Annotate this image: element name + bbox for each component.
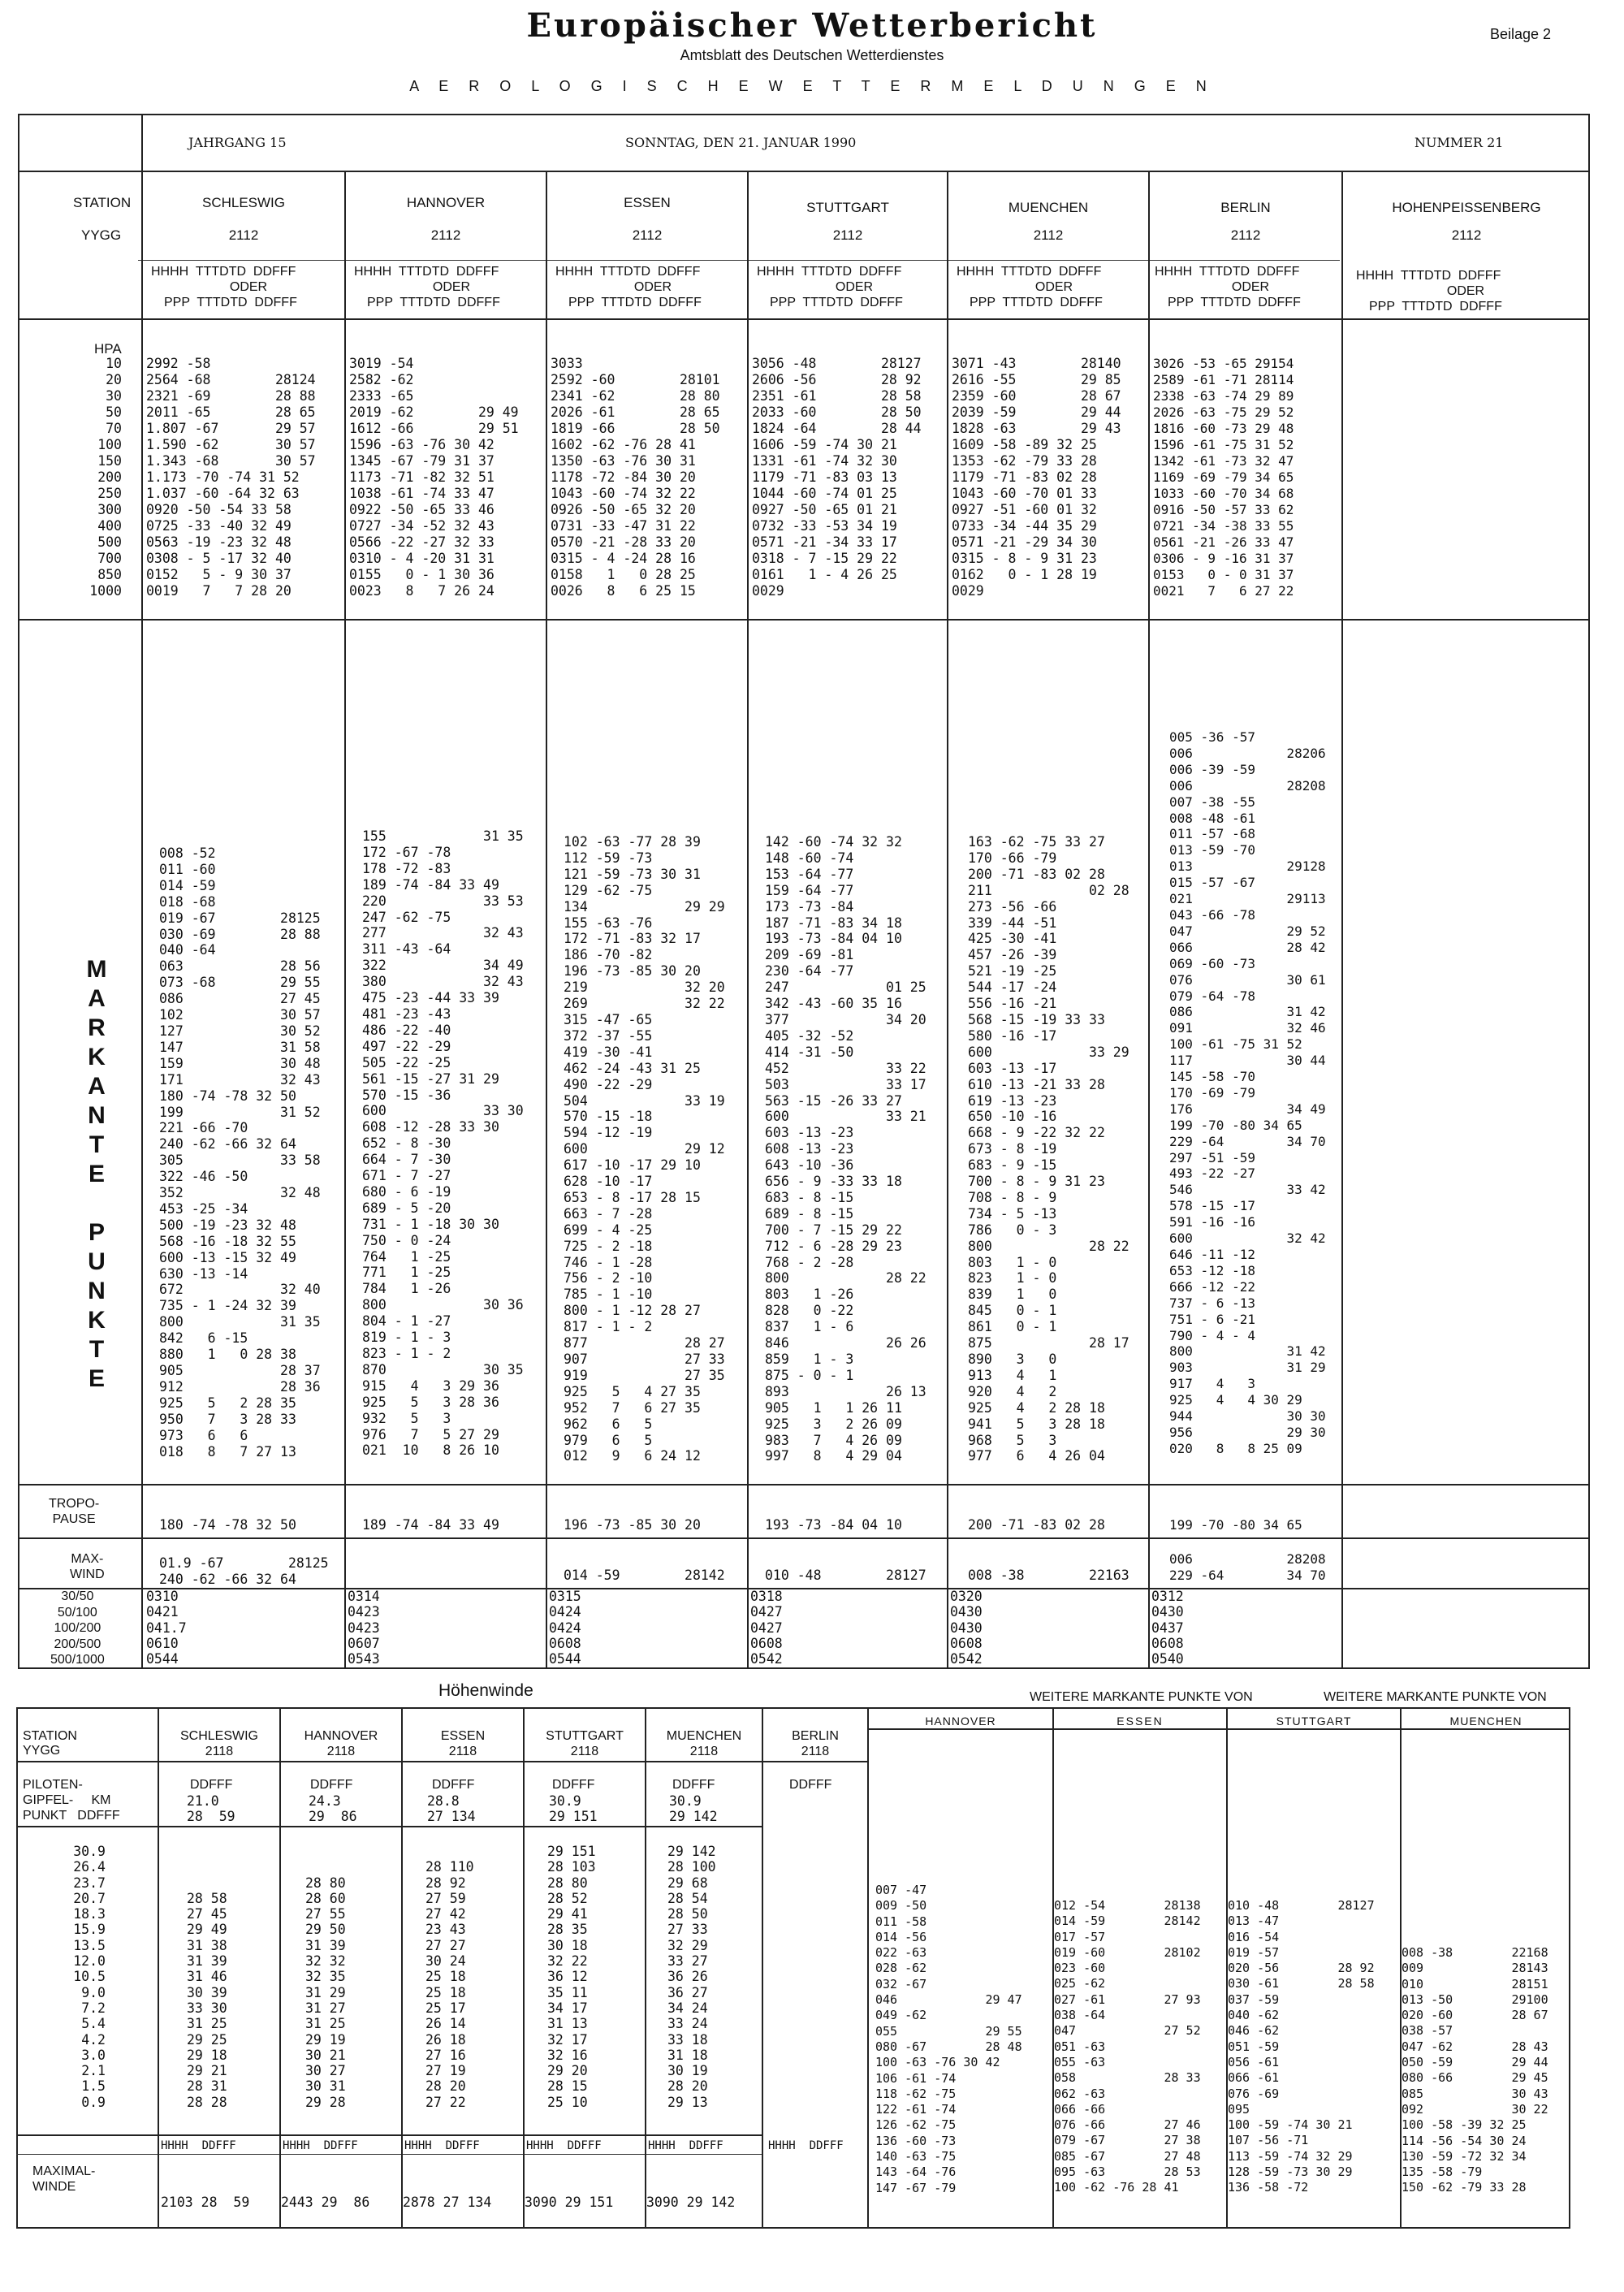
max-muenchen: 3090 29 142 [646,2195,736,2210]
hhhh-head-schleswig: HHHH DDFFF [161,2139,236,2152]
lower-station-stuttgart: STUTTGART 2118 [546,1729,624,1758]
km-levels: 30.9 26.4 23.7 20.7 18.3 15.9 13.5 12.0 10.5 9.0 7.2 5.4 4.2 3.0 2.1 1.5 0.9 [73,1844,106,2110]
weitere-head-stuttgart: STUTTGART [1276,1715,1352,1728]
tropo-berlin: 199 -70 -80 34 65 [1169,1517,1302,1533]
station-yygg-berlin: 2112 [1230,227,1261,243]
hoehenwinde-title: Höhenwinde [438,1681,533,1700]
station-yygg-hohenpeissenberg: 2112 [1451,227,1482,243]
col-head-stuttgart: HHHH TTTDTD DDFFF ODER PPP TTTDTD DDFFF [757,265,903,309]
lower-station-essen: ESSEN 2118 [440,1729,486,1758]
winds-stuttgart: 29 151 28 103 28 80 28 52 29 41 28 35 30 18 32 22 36 12 35 11 34 17 31 13 32 17 32 16 29 20 28 15 25 10 [547,1844,596,2110]
markante-punkte-label: M A R K A N T E P U N K T E [86,956,107,1392]
hpa-label: HPA [94,341,122,357]
tropo-muenchen: 200 -71 -83 02 28 [968,1517,1105,1533]
levels-schleswig: 2992 -58 2564 -68 28124 2321 -69 28 88 2011 -65 28 65 1.807 -67 29 57 1.590 -62 30 57 1.343 -68 30 57 1.173 -70 -74 31 52 1.037 -60 -64 32 63 0920 -50 -54 33 58 0725 -33 -40 32 49 0563 -19 -23 32 48 0308 - 5 -17 32 40 0152 5 - 9 30 37 0019 7 7 28 20 [146,356,316,599]
shear-essen: 0315 0424 0424 0608 0544 [549,1589,581,1667]
lower-station-berlin: BERLIN 2118 [792,1729,839,1758]
lower-station-label: STATION [23,1729,77,1743]
markant-schleswig: 008 -52 011 -60 014 -59 018 -68 019 -67 28125 030 -69 28 88 040 -64 063 28 56 073 -68 29 55 086 27 45 102 30 57 127 30 52 147 31 58 159 30 48 171 32 43 180 -74 -78 32 50 199 31 52 221 -66 -70 240 -62 -66 32 64 305 33 58 322 -46 -50 352 32 48 453 -25 -34 500 -19 -23 32 48 568 -16 -18 32 55 600 -13 -15 32 49 630 -13 -14 672 32 40 735 - 1 -24 32 39 800 31 35 842 6 -15 880 1 0 28 38 905 28 37 912 28 36 925 5 2 28 35 950 7 3 28 33 973 6 6 018 8 7 27 13 [159,845,321,1460]
hhhh-head-muenchen: HHHH DDFFF [648,2139,723,2152]
max-essen: 2878 27 134 [403,2195,492,2210]
shear-muenchen: 0320 0430 0430 0608 0542 [950,1589,983,1667]
station-yygg-schleswig: 2112 [228,227,259,243]
shear-hannover: 0314 0423 0423 0607 0543 [348,1589,380,1667]
weitere-muenchen: 008 -38 22168 009 28143 010 28151 013 -50 29100 020 -60 28 67 038 -57 047 -62 28 43 050 -59 29 44 080 -66 29 45 085 30 43 092 30 22 100 -58 -39 32 25 114 -56 -54 30 24 130 -59 -72 32 34 135 -58 -79 150 -62 -79 33 28 [1402,1945,1548,2195]
section-title: A E R O L O G I S C H E W E T T E R M E L D U N G E N [409,78,1215,94]
winds-muenchen: 29 142 28 100 29 68 28 54 28 50 27 33 32 29 33 27 36 26 36 27 34 24 33 24 33 18 31 18 30 19 28 20 29 13 [667,1844,716,2110]
winds-schleswig: 28 58 27 45 29 49 31 38 31 39 31 46 30 39 33 30 31 25 29 25 29 18 29 21 28 31 28 28 [187,1890,227,2110]
station-yygg-hannover: 2112 [430,227,461,243]
maximal-winde-label: MAXIMAL- WINDE [32,2164,96,2194]
lower-yygg-label: YYGG [23,1744,61,1758]
station-yygg-stuttgart: 2112 [832,227,863,243]
markant-muenchen: 163 -62 -75 33 27 170 -66 -79 200 -71 -83 02 28 211 02 28 273 -56 -66 339 -44 -51 425 -30 -41 457 -26 -39 521 -19 -25 544 -17 -24 556 -16 -21 568 -15 -19 33 33 580 -16 -17 600 33 29 603 -13 -17 610 -13 -21 33 28 619 -13 -23 650 -10 -16 668 - 9 -22 32 22 673 - 8 -19 683 - 9 -15 700 - 8 - 9 31 23 708 - 8 - 9 734 - 5 -13 786 0 - 3 800 28 22 803 1 - 0 823 1 - 0 839 1 0 845 0 - 1 861 0 - 1 875 28 17 890 3 0 913 4 1 920 4 2 925 4 2 28 18 941 5 3 28 18 968 5 3 977 6 4 26 04 [968,834,1129,1464]
col-head-berlin: HHHH TTTDTD DDFFF ODER PPP TTTDTD DDFFF [1155,265,1301,309]
levels-essen: 3033 2592 -60 28101 2341 -62 28 80 2026 -61 28 65 1819 -66 28 50 1602 -62 -76 28 41 1350 -63 -76 30 31 1178 -72 -84 30 20 1043 -60 -74 32 22 0926 -50 -65 32 20 0731 -33 -47 31 22 0570 -21 -28 33 20 0315 - 4 -24 28 16 0158 1 0 28 25 0026 8 6 25 15 [551,356,720,599]
station-yygg-muenchen: 2112 [1033,227,1064,243]
maxwind-stuttgart: 010 -48 28127 [765,1568,926,1583]
lower-station-hannover: HANNOVER 2118 [304,1729,378,1758]
shear-label: 30/50 50/100 100/200 200/500 500/1000 [50,1589,105,1667]
col-head-hannover: HHHH TTTDTD DDFFF ODER PPP TTTDTD DDFFF [354,265,500,309]
col-head-muenchen: HHHH TTTDTD DDFFF ODER PPP TTTDTD DDFFF [957,265,1103,309]
maxwind-muenchen: 008 -38 22163 [968,1568,1129,1583]
max-stuttgart: 3090 29 151 [525,2195,614,2210]
maxwind-berlin: 006 28208 229 -64 34 70 [1169,1551,1326,1583]
weitere-head-muenchen: MUENCHEN [1449,1715,1522,1728]
ddfff-hannover: DDFFF [310,1778,353,1792]
page-title: Europäischer Wetterbericht [526,6,1098,45]
ddfff-muenchen: DDFFF [672,1778,715,1792]
weitere-head-essen: ESSEN [1116,1715,1164,1728]
winds-hannover: 28 80 28 60 27 55 29 50 31 39 32 32 32 35 31 29 31 27 31 25 29 19 30 21 30 27 30 31 29 28 [305,1875,346,2110]
issue-date: SONNTAG, DEN 21. JANUAR 1990 [625,135,857,150]
pilot-schleswig: 21.0 28 59 [187,1793,235,1824]
pilot-hannover: 24.3 29 86 [309,1793,357,1824]
yygg-label: YYGG [81,227,122,243]
weitere-stuttgart: 010 -48 28127 013 -47 016 -54 019 -57 020 -56 28 92 030 -61 28 58 037 -59 040 -62 046 -62 051 -59 056 -61 066 -61 076 -69 095 100 -59 -74 30 21 107 -56 -71 113 -59 -74 32 29 128 -59 -73 30 29 136 -58 -72 [1228,1898,1375,2195]
lower-station-muenchen: MUENCHEN 2118 [666,1729,742,1758]
tropo-hannover: 189 -74 -84 33 49 [362,1517,499,1533]
ddfff-essen: DDFFF [432,1778,475,1792]
weitere-head-hannover: HANNOVER [925,1715,996,1728]
issue-number: NUMMER 21 [1415,135,1504,150]
ddfff-berlin: DDFFF [789,1778,832,1792]
tropopause-label: TROPO- PAUSE [49,1497,100,1526]
supplement-label: Beilage 2 [1490,26,1552,42]
markant-stuttgart: 142 -60 -74 32 32 148 -60 -74 153 -64 -77 159 -64 -77 173 -73 -84 187 -71 -83 34 18 193 -73 -84 04 10 209 -69 -81 230 -64 -77 247 01 25 342 -43 -60 35 16 377 34 20 405 -32 -52 414 -31 -50 452 33 22 503 33 17 563 -15 -26 33 27 600 33 21 603 -13 -23 608 -13 -23 643 -10 -36 656 - 9 -33 33 18 683 - 8 -15 689 - 8 -15 700 - 7 -15 29 22 712 - 6 -28 29 23 768 - 2 -28 800 28 22 803 1 -26 828 0 -22 837 1 - 6 846 26 26 859 1 - 3 875 - 0 - 1 893 26 13 905 1 1 26 11 925 3 2 26 09 983 7 4 26 09 997 8 4 29 04 [765,834,926,1464]
ddfff-schleswig: DDFFF [190,1778,233,1792]
station-name-hannover: HANNOVER [406,195,486,210]
shear-stuttgart: 0318 0427 0427 0608 0542 [750,1589,783,1667]
page-subtitle: Amtsblatt des Deutschen Wetterdienstes [680,47,944,63]
tropo-essen: 196 -73 -85 30 20 [564,1517,701,1533]
weitere-label-1: WEITERE MARKANTE PUNKTE VON [1030,1690,1253,1704]
jahrgang: JAHRGANG 15 [188,135,287,150]
pilot-muenchen: 30.9 29 142 [669,1793,718,1824]
tropo-schleswig: 180 -74 -78 32 50 [159,1517,296,1533]
winds-essen: 28 110 28 92 27 59 27 42 23 43 27 27 30 24 25 18 25 18 25 17 26 14 26 18 27 16 27 19 28 20 27 22 [425,1859,474,2110]
col-head-schleswig: HHHH TTTDTD DDFFF ODER PPP TTTDTD DDFFF [151,265,297,309]
weitere-hannover: 007 -47 009 -50 011 -58 014 -56 022 -63 028 -62 032 -67 046 29 47 049 -62 055 29 55 080 -67 28 48 100 -63 -76 30 42 106 -61 -74 118 -62 -75 122 -61 -74 126 -62 -75 136 -60 -73 140 -63 -75 143 -64 -76 147 -67 -79 [875,1883,1022,2195]
levels-hannover: 3019 -54 2582 -62 2333 -65 2019 -62 29 49 1612 -66 29 51 1596 -63 -76 30 42 1345 -67 -79 31 37 1173 -71 -82 32 51 1038 -61 -74 33 47 0922 -50 -65 33 46 0727 -34 -52 32 43 0566 -22 -27 32 33 0310 - 4 -20 31 31 0155 0 - 1 30 36 0023 8 7 26 24 [349,356,519,599]
ddfff-stuttgart: DDFFF [552,1778,595,1792]
station-name-muenchen: MUENCHEN [1008,200,1089,215]
col-head-hohenpeissenberg: HHHH TTTDTD DDFFF ODER PPP TTTDTD DDFFF [1356,269,1502,314]
station-yygg-essen: 2112 [632,227,663,243]
maxwind-label: MAX- WIND [70,1552,105,1581]
levels-stuttgart: 3056 -48 28127 2606 -56 28 92 2351 -61 28 58 2033 -60 28 50 1824 -64 28 44 1606 -59 -74 30 21 1331 -61 -74 32 30 1179 -71 -83 03 13 1044 -60 -74 01 25 0927 -50 -65 01 21 0732 -33 -53 34 19 0571 -21 -34 33 17 0318 - 7 -15 29 22 0161 1 - 4 26 25 0029 [752,356,922,599]
station-name-hohenpeissenberg: HOHENPEISSENBERG [1392,200,1541,215]
hhhh-head-essen: HHHH DDFFF [404,2139,480,2152]
pilot-stuttgart: 30.9 29 151 [549,1793,598,1824]
station-name-stuttgart: STUTTGART [806,200,889,215]
shear-schleswig: 0310 0421 041.7 0610 0544 [146,1589,187,1667]
levels-muenchen: 3071 -43 28140 2616 -55 29 85 2359 -60 28 67 2039 -59 29 44 1828 -63 29 43 1609 -58 -89 32 25 1353 -62 -79 33 28 1179 -71 -83 02 28 1043 -60 -70 01 33 0927 -51 -60 01 32 0733 -34 -44 35 29 0571 -21 -29 34 30 0315 - 8 - 9 31 23 0162 0 - 1 28 19 0029 [952,356,1121,599]
pilot-label: PILOTEN- GIPFEL- KM PUNKT DDFFF [23,1778,120,1823]
hhhh-head-hannover: HHHH DDFFF [283,2139,358,2152]
station-name-berlin: BERLIN [1220,200,1271,215]
markant-essen: 102 -63 -77 28 39 112 -59 -73 121 -59 -73 30 31 129 -62 -75 134 29 29 155 -63 -76 172 -71 -83 32 17 186 -70 -82 196 -73 -85 30 20 219 32 20 269 32 22 315 -47 -65 372 -37 -55 419 -30 -41 462 -24 -43 31 25 490 -22 -29 504 33 19 570 -15 -18 594 -12 -19 600 29 12 617 -10 -17 29 10 628 -10 -17 653 - 8 -17 28 15 663 - 7 -28 699 - 4 -25 725 - 2 -18 746 - 1 -28 756 - 2 -10 785 - 1 -10 800 - 1 -12 28 27 817 - 1 - 2 877 28 27 907 27 33 919 27 35 925 5 4 27 35 952 7 6 27 35 962 6 5 979 6 5 012 9 6 24 12 [564,834,725,1464]
max-hannover: 2443 29 86 [281,2195,370,2210]
col-head-essen: HHHH TTTDTD DDFFF ODER PPP TTTDTD DDFFF [555,265,702,309]
markant-berlin: 005 -36 -57 006 28206 006 -39 -59 006 28208 007 -38 -55 008 -48 -61 011 -57 -68 013 -59 -70 013 29128 015 -57 -67 021 29113 043 -66 -78 047 29 52 066 28 42 069 -60 -73 076 30 61 079 -64 -78 086 31 42 091 32 46 100 -61 -75 31 52 117 30 44 145 -58 -70 170 -69 -79 176 34 49 199 -70 -80 34 65 229 -64 34 70 297 -51 -59 493 -22 -27 546 33 42 578 -15 -17 591 -16 -16 600 32 42 646 -11 -12 653 -12 -18 666 -12 -22 737 - 6 -13 751 - 6 -21 790 - 4 - 4 800 31 42 903 31 29 917 4 3 925 4 4 30 29 944 30 30 956 29 30 020 8 8 25 09 [1169,729,1326,1456]
station-name-schleswig: SCHLESWIG [201,195,286,210]
levels-berlin: 3026 -53 -65 29154 2589 -61 -71 28114 2338 -63 -74 29 89 2026 -63 -75 29 52 1816 -60 -73 29 48 1596 -61 -75 31 52 1342 -61 -73 32 47 1169 -69 -79 34 65 1033 -60 -70 34 68 0916 -50 -57 33 62 0721 -34 -38 33 55 0561 -21 -26 33 47 0306 - 9 -16 31 37 0153 0 - 0 31 37 0021 7 6 27 22 [1153,356,1294,599]
weitere-essen: 012 -54 28138 014 -59 28142 017 -57 019 -60 28102 023 -60 025 -62 027 -61 27 93 038 -64 047 27 52 051 -63 055 -63 058 28 33 062 -63 066 -66 076 -66 27 46 079 -67 27 38 085 -67 27 48 095 -63 28 53 100 -62 -76 28 41 [1054,1898,1201,2195]
station-label: STATION [73,195,132,210]
hhhh-head-berlin: HHHH DDFFF [768,2139,844,2152]
station-name-essen: ESSEN [624,195,671,210]
weitere-label-2: WEITERE MARKANTE PUNKTE VON [1324,1690,1547,1704]
pilot-essen: 28.8 27 134 [427,1793,476,1824]
max-schleswig: 2103 28 59 [161,2195,250,2210]
maxwind-essen: 014 -59 28142 [564,1568,725,1583]
shear-berlin: 0312 0430 0437 0608 0540 [1151,1589,1184,1667]
hhhh-head-stuttgart: HHHH DDFFF [526,2139,602,2152]
maxwind-schleswig: 01.9 -67 28125 240 -62 -66 32 64 [159,1555,329,1587]
tropo-stuttgart: 193 -73 -84 04 10 [765,1517,902,1533]
lower-station-schleswig: SCHLESWIG 2118 [179,1729,258,1758]
hpa-levels: 10 20 30 50 70 100 150 200 250 300 400 500 700 850 1000 [89,356,122,599]
markant-hannover: 155 31 35 172 -67 -78 178 -72 -83 189 -74 -84 33 49 220 33 53 247 -62 -75 277 32 43 311 -43 -64 322 34 49 380 32 43 475 -23 -44 33 39 481 -23 -43 486 -22 -40 497 -22 -29 505 -22 -25 561 -15 -27 31 29 570 -15 -36 600 33 30 608 -12 -28 33 30 652 - 8 -30 664 - 7 -30 671 - 7 -27 680 - 6 -19 689 - 5 -20 731 - 1 -18 30 30 750 - 0 -24 764 1 -25 771 1 -25 784 1 -26 800 30 36 804 - 1 -27 819 - 1 - 3 823 - 1 - 2 870 30 35 915 4 3 29 36 925 5 3 28 36 932 5 3 976 7 5 27 29 021 10 8 26 10 [362,828,524,1459]
